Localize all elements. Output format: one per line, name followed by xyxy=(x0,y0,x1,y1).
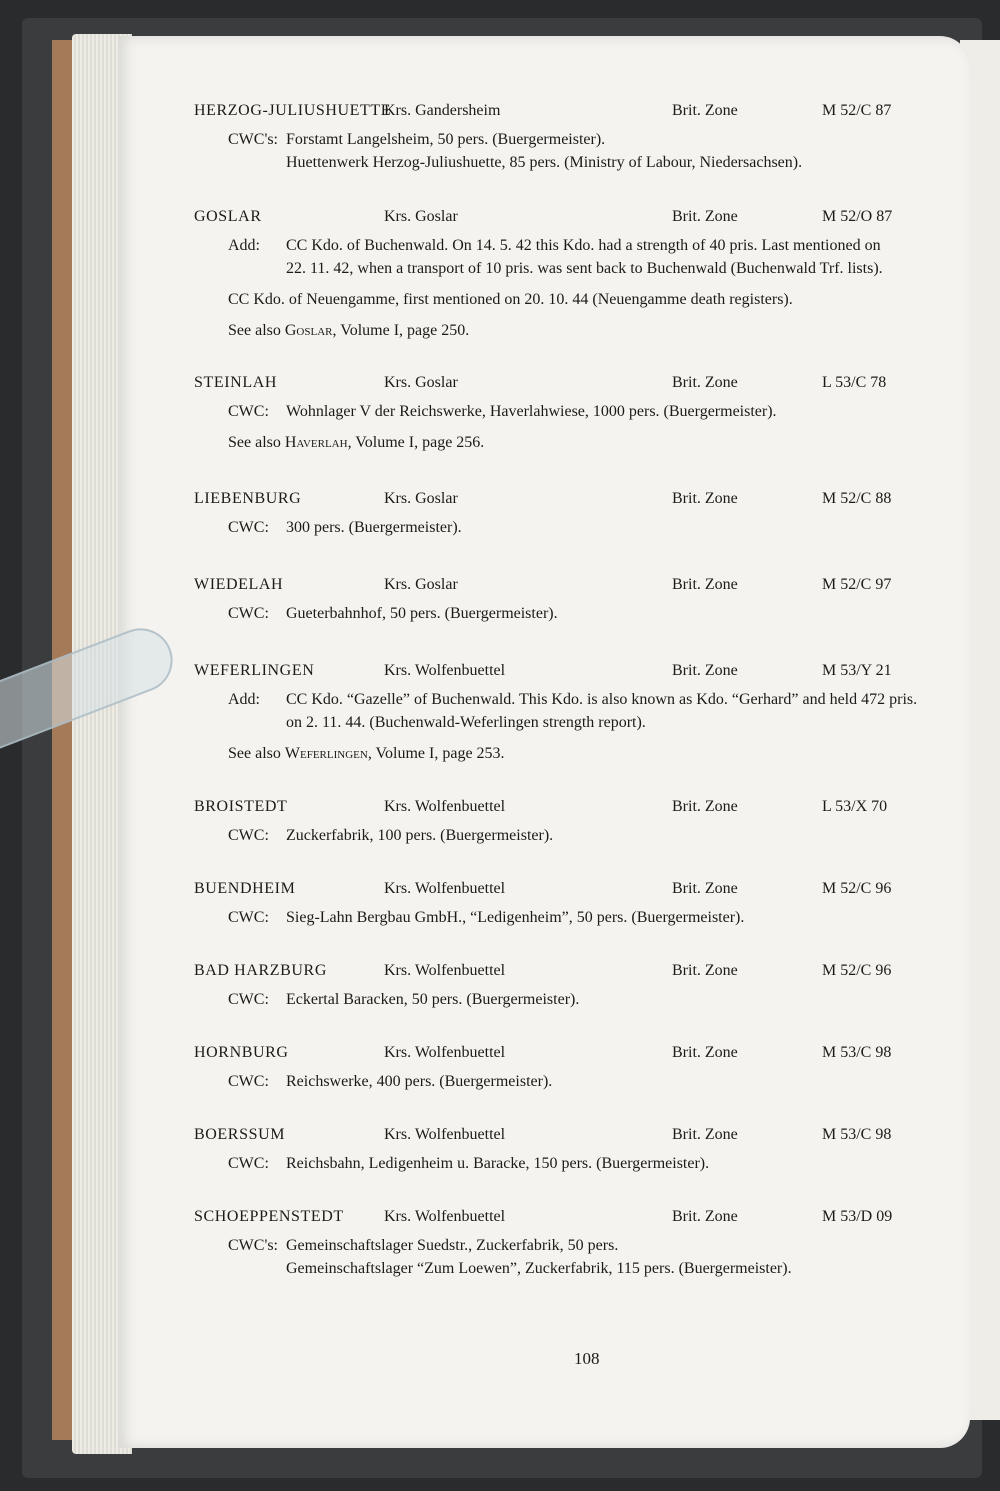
place-name: BAD HARZBURG xyxy=(194,962,327,979)
entry-line xyxy=(0,742,1000,765)
map-reference: L 53/C 78 xyxy=(822,374,887,391)
see-also-prefix: See also xyxy=(228,745,285,762)
entry-line xyxy=(0,906,1000,929)
entry-line xyxy=(0,824,1000,847)
entry-header xyxy=(0,102,1000,124)
place-name: HERZOG-JULIUSHUETTE xyxy=(194,102,392,119)
line-text: 22. 11. 42, when a transport of 10 pris. was sent back to Buchenwald (Buchenwald Trf. lists). xyxy=(286,260,883,277)
entry-boerssum xyxy=(0,1126,1000,1175)
zone: Brit. Zone xyxy=(672,1126,738,1143)
district: Krs. Wolfenbuettel xyxy=(384,962,506,979)
entry-line xyxy=(0,257,1000,280)
line-label: CWC's: xyxy=(228,131,278,148)
map-reference: M 52/C 97 xyxy=(822,576,892,593)
see-also-prefix: See also xyxy=(228,434,285,451)
line-label: Add: xyxy=(228,691,260,708)
entry-line xyxy=(0,711,1000,734)
line-text: Eckertal Baracken, 50 pers. (Buergermeister). xyxy=(286,991,580,1008)
district: Krs. Wolfenbuettel xyxy=(384,798,506,815)
line-text: Sieg-Lahn Bergbau GmbH., “Ledigenheim”, 50 pers. (Buergermeister). xyxy=(286,909,745,926)
entry-header xyxy=(0,208,1000,230)
place-name: SCHOEPPENSTEDT xyxy=(194,1208,344,1225)
zone: Brit. Zone xyxy=(672,1044,738,1061)
entry-buendheim xyxy=(0,880,1000,929)
entry-steinlah xyxy=(0,374,1000,454)
entry-line xyxy=(0,128,1000,151)
zone: Brit. Zone xyxy=(672,576,738,593)
zone: Brit. Zone xyxy=(672,208,738,225)
line-label: CWC: xyxy=(228,827,269,844)
line-text: Gemeinschaftslager Suedstr., Zuckerfabrik, 50 pers. xyxy=(286,1237,619,1254)
place-name: STEINLAH xyxy=(194,374,278,391)
entry-wiedelah xyxy=(0,576,1000,625)
line-text: on 2. 11. 44. (Buchenwald-Weferlingen strength report). xyxy=(286,714,646,731)
map-reference: M 53/Y 21 xyxy=(822,662,892,679)
line-text: 300 pers. (Buergermeister). xyxy=(286,519,462,536)
entry-header xyxy=(0,576,1000,598)
line-text: Reichswerke, 400 pers. (Buergermeister). xyxy=(286,1073,553,1090)
map-reference: M 53/C 98 xyxy=(822,1044,892,1061)
place-name: BOERSSUM xyxy=(194,1126,286,1143)
line-text: Wohnlager V der Reichswerke, Haverlahwiese, 1000 pers. (Buergermeister). xyxy=(286,403,777,420)
entry-hornburg xyxy=(0,1044,1000,1093)
entry-line xyxy=(0,400,1000,423)
line-label: CWC's: xyxy=(228,1237,278,1254)
line-label: CWC: xyxy=(228,519,269,536)
entry-line xyxy=(0,1152,1000,1175)
entry-line xyxy=(0,602,1000,625)
entry-line xyxy=(0,319,1000,342)
page-number: 108 xyxy=(574,1349,600,1368)
line-text: CC Kdo. of Buchenwald. On 14. 5. 42 this Kdo. had a strength of 40 pris. Last mentioned on xyxy=(286,237,881,254)
line-label: CWC: xyxy=(228,909,269,926)
place-name: WEFERLINGEN xyxy=(194,662,315,679)
place-name: BROISTEDT xyxy=(194,798,288,815)
entry-line xyxy=(0,688,1000,711)
entry-line xyxy=(0,234,1000,257)
district: Krs. Goslar xyxy=(384,576,458,593)
zone: Brit. Zone xyxy=(672,490,738,507)
entry-liebenburg xyxy=(0,490,1000,539)
entry-line xyxy=(0,1070,1000,1093)
line-label: CWC: xyxy=(228,991,269,1008)
entry-line xyxy=(0,288,1000,311)
entry-line xyxy=(0,151,1000,174)
entry-herzog-juliushuette xyxy=(0,102,1000,174)
line-label: CWC: xyxy=(228,403,269,420)
zone: Brit. Zone xyxy=(672,102,738,119)
map-reference: M 52/O 87 xyxy=(822,208,893,225)
map-reference: M 52/C 88 xyxy=(822,490,892,507)
line-label: Add: xyxy=(228,237,260,254)
zone: Brit. Zone xyxy=(672,1208,738,1225)
place-name: BUENDHEIM xyxy=(194,880,296,897)
zone: Brit. Zone xyxy=(672,962,738,979)
map-reference: M 52/C 96 xyxy=(822,880,892,897)
district: Krs. Wolfenbuettel xyxy=(384,880,506,897)
line-text: CC Kdo. of Neuengamme, first mentioned on 20. 10. 44 (Neuengamme death registers). xyxy=(228,291,793,308)
line-text: Gueterbahnhof, 50 pers. (Buergermeister). xyxy=(286,605,558,622)
line-label: CWC: xyxy=(228,1155,269,1172)
entry-line xyxy=(0,1234,1000,1257)
entry-header xyxy=(0,1208,1000,1230)
map-reference: M 52/C 96 xyxy=(822,962,892,979)
line-text: Zuckerfabrik, 100 pers. (Buergermeister). xyxy=(286,827,554,844)
entry-header xyxy=(0,1044,1000,1066)
line-label: CWC: xyxy=(228,1073,269,1090)
zone: Brit. Zone xyxy=(672,662,738,679)
entry-line xyxy=(0,516,1000,539)
see-also-prefix: See also xyxy=(228,322,285,339)
see-also-reference: , Volume I, page 250. xyxy=(332,322,470,339)
district: Krs. Goslar xyxy=(384,374,458,391)
entry-header xyxy=(0,962,1000,984)
zone: Brit. Zone xyxy=(672,798,738,815)
district: Krs. Wolfenbuettel xyxy=(384,1208,506,1225)
entry-header xyxy=(0,1126,1000,1148)
entry-header xyxy=(0,490,1000,512)
see-also-place: Goslar xyxy=(284,322,333,339)
entry-broistedt xyxy=(0,798,1000,847)
entry-header xyxy=(0,880,1000,902)
district: Krs. Goslar xyxy=(384,490,458,507)
district: Krs. Goslar xyxy=(384,208,458,225)
entry-goslar xyxy=(0,208,1000,342)
zone: Brit. Zone xyxy=(672,880,738,897)
map-reference: L 53/X 70 xyxy=(822,798,888,815)
district: Krs. Wolfenbuettel xyxy=(384,662,506,679)
place-name: LIEBENBURG xyxy=(194,490,302,507)
district: Krs. Gandersheim xyxy=(384,102,501,119)
map-reference: M 52/C 87 xyxy=(822,102,892,119)
entry-line xyxy=(0,431,1000,454)
map-reference: M 53/C 98 xyxy=(822,1126,892,1143)
line-text: Gemeinschaftslager “Zum Loewen”, Zuckerfabrik, 115 pers. (Buergermeister). xyxy=(286,1260,792,1277)
map-reference: M 53/D 09 xyxy=(822,1208,893,1225)
see-also-reference: , Volume I, page 253. xyxy=(367,745,505,762)
line-label: CWC: xyxy=(228,605,269,622)
district: Krs. Wolfenbuettel xyxy=(384,1044,506,1061)
entry-bad-harzburg xyxy=(0,962,1000,1011)
entry-header xyxy=(0,798,1000,820)
zone: Brit. Zone xyxy=(672,374,738,391)
line-text: Huettenwerk Herzog-Juliushuette, 85 pers. (Ministry of Labour, Niedersachsen). xyxy=(286,154,803,171)
district: Krs. Wolfenbuettel xyxy=(384,1126,506,1143)
entry-schoeppenstedt xyxy=(0,1208,1000,1280)
entry-line xyxy=(0,1257,1000,1280)
see-also-reference: , Volume I, page 256. xyxy=(347,434,485,451)
place-name: WIEDELAH xyxy=(194,576,284,593)
place-name: GOSLAR xyxy=(194,208,262,225)
place-name: HORNBURG xyxy=(194,1044,289,1061)
entry-line xyxy=(0,988,1000,1011)
entry-header xyxy=(0,374,1000,396)
line-text: Reichsbahn, Ledigenheim u. Baracke, 150 pers. (Buergermeister). xyxy=(286,1155,710,1172)
line-text: Forstamt Langelsheim, 50 pers. (Buergermeister). xyxy=(286,131,606,148)
see-also-place: Weferlingen xyxy=(284,745,368,762)
see-also-place: Haverlah xyxy=(284,434,348,451)
line-text: CC Kdo. “Gazelle” of Buchenwald. This Kdo. is also known as Kdo. “Gerhard” and held 472 pris. xyxy=(286,691,918,708)
